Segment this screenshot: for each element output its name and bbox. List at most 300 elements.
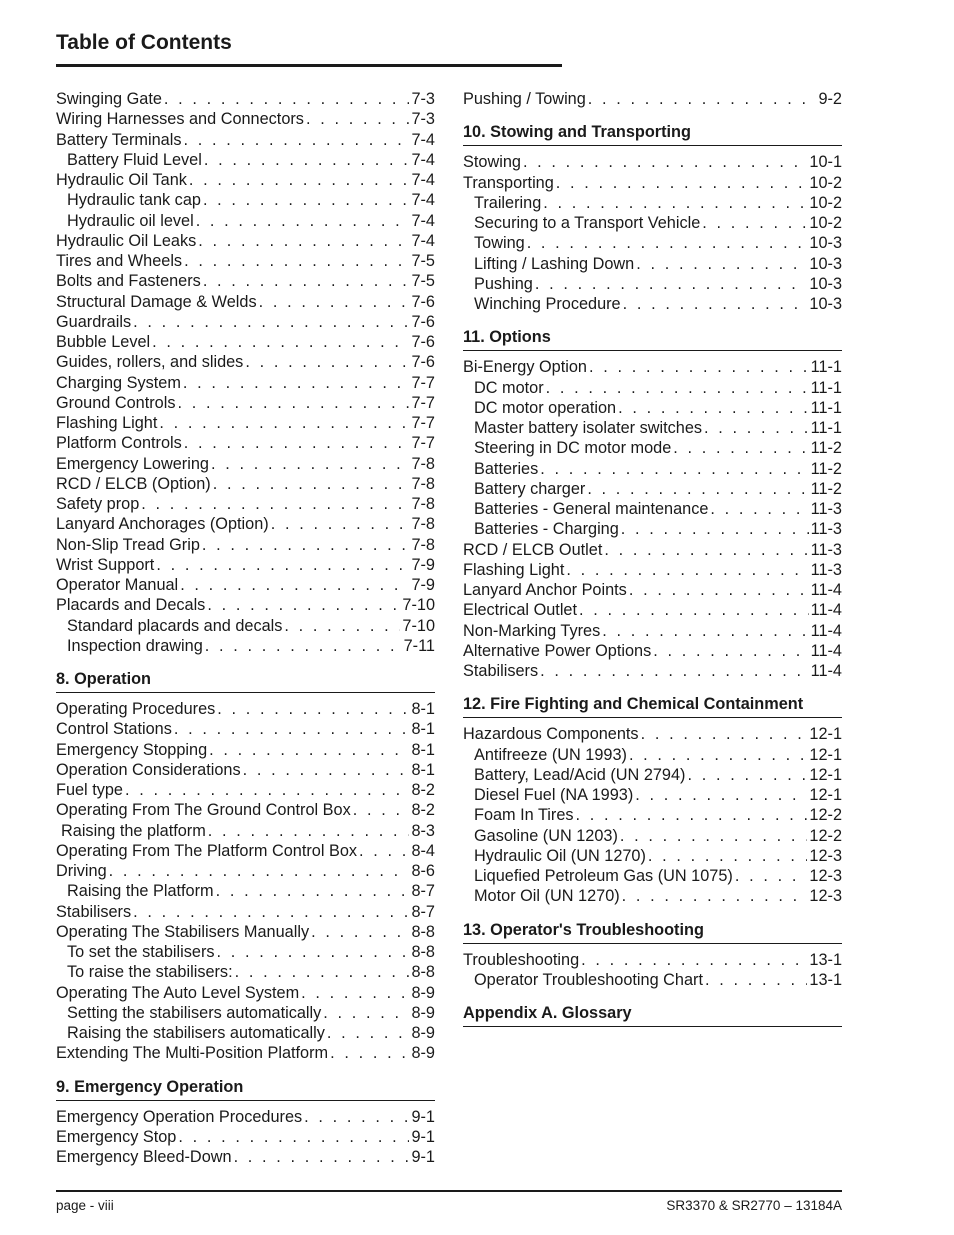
section-heading-8[interactable]: 8. Operation <box>56 669 435 693</box>
toc-leader-dots <box>581 950 807 970</box>
toc-entry-title: Securing to a Transport Vehicle <box>474 214 701 232</box>
toc-entry-title: Standard placards and decals <box>67 616 283 635</box>
toc-leader-dots <box>735 866 808 886</box>
toc-leader-dots <box>301 983 409 1003</box>
toc-leader-dots <box>704 418 809 438</box>
toc-entry[interactable] <box>56 780 435 800</box>
toc-entry[interactable] <box>463 950 842 970</box>
toc-leader-dots <box>183 130 409 150</box>
toc-entry[interactable] <box>56 170 435 190</box>
toc-leader-dots <box>203 190 410 210</box>
toc-entry-page: 12-1 <box>809 786 842 804</box>
toc-entry-title: To raise the stabilisers: <box>67 963 233 982</box>
toc-entry-page: 10-2 <box>809 193 842 212</box>
section-heading-9[interactable]: 9. Emergency Operation <box>56 1077 435 1101</box>
toc-entry-title: Non-Marking Tyres <box>463 621 601 640</box>
toc-entry[interactable] <box>463 580 842 600</box>
toc-entry[interactable] <box>56 595 435 615</box>
toc-entry-title: Winching Procedure <box>474 295 621 313</box>
toc-entry[interactable] <box>56 109 435 129</box>
toc-group <box>56 1107 435 1168</box>
toc-group <box>463 724 842 906</box>
toc-leader-dots <box>327 1023 410 1043</box>
toc-entry-title: Charging System <box>56 373 181 392</box>
toc-entry-page: 7-3 <box>411 90 435 108</box>
toc-entry-page: 7-8 <box>411 454 435 473</box>
toc-leader-dots <box>184 251 409 271</box>
toc-entry-title: Battery Terminals <box>56 130 182 149</box>
toc-entry[interactable] <box>56 1023 435 1043</box>
toc-leader-dots <box>359 841 409 861</box>
toc-entry-title: Master battery isolater switches <box>474 419 703 437</box>
toc-entry[interactable] <box>56 1147 435 1167</box>
toc-leader-dots <box>620 826 808 846</box>
toc-entry-page: 7-3 <box>411 110 435 129</box>
toc-leader-dots <box>204 150 410 170</box>
toc-group <box>56 699 435 1064</box>
toc-entry-page: 12-2 <box>809 806 842 825</box>
toc-leader-dots <box>243 760 410 780</box>
toc-entry-page: 7-6 <box>411 333 435 351</box>
toc-leader-dots <box>189 170 410 190</box>
toc-leader-dots <box>323 1003 409 1023</box>
toc-entry[interactable] <box>56 454 435 474</box>
toc-entry-page: 8-1 <box>411 700 435 718</box>
toc-entry[interactable] <box>56 413 435 433</box>
toc-leader-dots <box>604 540 808 560</box>
toc-entry[interactable] <box>463 540 842 560</box>
toc-entry-title: Hazardous Components <box>463 725 639 744</box>
toc-entry-page: 11-2 <box>810 479 842 498</box>
toc-entry[interactable] <box>56 861 435 881</box>
toc-entry[interactable] <box>463 254 842 274</box>
toc-entry-page: 9-1 <box>411 1127 435 1146</box>
toc-entry-title: Flashing Light <box>463 560 565 579</box>
section-heading-12[interactable]: 12. Fire Fighting and Chemical Containment <box>463 694 842 718</box>
toc-leader-dots <box>602 621 808 641</box>
toc-leader-dots <box>259 292 410 312</box>
toc-entry-page: 12-3 <box>809 846 842 865</box>
toc-entry-page: 7-7 <box>411 414 435 432</box>
toc-entry[interactable] <box>463 826 842 846</box>
toc-group <box>463 89 842 109</box>
toc-entry-title: Bubble Level <box>56 333 151 351</box>
toc-leader-dots <box>213 474 410 494</box>
toc-entry-page: 7-9 <box>411 555 435 574</box>
toc-leader-dots <box>546 378 809 398</box>
footer-rule <box>56 1190 842 1192</box>
toc-entry[interactable] <box>56 636 435 656</box>
toc-entry-title: Stabilisers <box>463 662 539 680</box>
toc-entry-title: Hydraulic Oil Leaks <box>56 231 197 250</box>
toc-leader-dots <box>588 89 817 109</box>
toc-entry-title: Operating Procedures <box>56 700 216 718</box>
toc-entry[interactable] <box>463 866 842 886</box>
toc-entry-page: 8-1 <box>411 740 435 759</box>
toc-entry-page: 10-3 <box>809 295 842 313</box>
toc-leader-dots <box>304 1107 409 1127</box>
footer-doc-id: SR3370 & SR2770 – 13184A <box>666 1198 842 1213</box>
toc-entry-page: 10-3 <box>809 234 842 253</box>
toc-entry-title: Battery Fluid Level <box>67 150 202 169</box>
toc-entry[interactable] <box>463 213 842 233</box>
toc-entry-page: 7-4 <box>411 171 435 189</box>
toc-leader-dots <box>311 922 409 942</box>
toc-entry-title: Raising the platform <box>61 821 206 840</box>
toc-entry-page: 7-4 <box>411 211 435 230</box>
toc-entry-page: 7-8 <box>411 515 435 534</box>
section-heading-10[interactable]: 10. Stowing and Transporting <box>463 122 842 146</box>
toc-group <box>463 950 842 991</box>
toc-leader-dots <box>622 886 808 906</box>
toc-entry-title: Pushing <box>474 274 533 293</box>
toc-entry-page: 10-3 <box>809 274 842 293</box>
toc-leader-dots <box>353 800 410 820</box>
toc-entry[interactable] <box>463 661 842 681</box>
section-heading-11[interactable]: 11. Options <box>463 327 842 351</box>
toc-entry[interactable] <box>56 902 435 922</box>
toc-leader-dots <box>527 233 808 253</box>
toc-entry[interactable] <box>56 494 435 514</box>
toc-entry-page: 8-2 <box>411 781 435 799</box>
toc-entry[interactable] <box>56 251 435 271</box>
toc-entry-page: 11-3 <box>810 560 842 579</box>
toc-entry-title: Hydraulic Oil (UN 1270) <box>474 846 646 865</box>
toc-entry-title: Hydraulic oil level <box>67 211 194 230</box>
toc-entry[interactable] <box>56 190 435 210</box>
toc-entry-title: Tires and Wheels <box>56 252 183 270</box>
toc-entry-title: Batteries <box>474 459 539 478</box>
toc-entry[interactable] <box>56 433 435 453</box>
toc-leader-dots <box>629 580 809 600</box>
toc-leader-dots <box>523 152 807 172</box>
toc-entry-title: Control Stations <box>56 720 172 739</box>
toc-entry[interactable] <box>463 499 842 519</box>
toc-entry[interactable] <box>463 89 842 109</box>
toc-entry-title: Wrist Support <box>56 555 155 574</box>
toc-entry-page: 7-11 <box>403 636 435 655</box>
toc-leader-dots <box>623 294 808 314</box>
toc-entry-page: 12-3 <box>809 887 842 906</box>
toc-entry-page: 10-3 <box>809 254 842 273</box>
toc-entry-title: Non-Slip Tread Grip <box>56 535 200 554</box>
toc-entry-page: 7-4 <box>411 191 435 210</box>
toc-entry-page: 8-8 <box>411 943 435 961</box>
toc-entry[interactable] <box>463 560 842 580</box>
toc-entry[interactable] <box>56 821 435 841</box>
toc-entry[interactable] <box>56 393 435 413</box>
toc-entry-title: Raising the stabilisers automatically <box>67 1024 325 1042</box>
toc-entry[interactable] <box>463 785 842 805</box>
toc-entry[interactable] <box>463 641 842 661</box>
toc-entry-title: RCD / ELCB (Option) <box>56 474 211 493</box>
toc-entry[interactable] <box>56 575 435 595</box>
toc-entry-page: 8-9 <box>411 983 435 1002</box>
page-title: Table of Contents <box>56 31 232 54</box>
toc-leader-dots <box>641 724 808 744</box>
toc-entry-title: Transporting <box>463 173 554 192</box>
toc-entry-title: Emergency Operation Procedures <box>56 1107 303 1126</box>
toc-entry[interactable] <box>463 418 842 438</box>
toc-leader-dots <box>271 514 410 534</box>
toc-entry-title: Operator Troubleshooting Chart <box>474 970 703 989</box>
toc-entry[interactable] <box>56 616 435 636</box>
toc-entry-page: 7-4 <box>411 150 435 169</box>
toc-group <box>463 152 842 314</box>
toc-entry-page: 8-7 <box>411 882 435 901</box>
toc-leader-dots <box>156 555 409 575</box>
toc-entry[interactable] <box>463 398 842 418</box>
toc-entry-title: Inspection drawing <box>67 636 203 655</box>
toc-entry-page: 7-5 <box>411 272 435 291</box>
toc-entry-page: 9-1 <box>411 1107 435 1126</box>
toc-leader-dots <box>205 636 402 656</box>
toc-entry-page: 8-2 <box>411 801 435 820</box>
toc-entry[interactable] <box>56 555 435 575</box>
toc-leader-dots <box>705 970 807 990</box>
toc-entry[interactable] <box>56 89 435 109</box>
toc-entry[interactable] <box>56 211 435 231</box>
toc-entry-page: 9-1 <box>411 1148 435 1166</box>
toc-leader-dots <box>284 616 400 636</box>
toc-entry[interactable] <box>463 745 842 765</box>
toc-entry[interactable] <box>56 352 435 372</box>
toc-entry[interactable] <box>463 378 842 398</box>
toc-entry-title: Trailering <box>474 193 542 212</box>
toc-entry-title: Electrical Outlet <box>463 601 578 620</box>
toc-entry[interactable] <box>56 1127 435 1147</box>
toc-entry[interactable] <box>463 886 842 906</box>
toc-entry-title: Troubleshooting <box>463 950 580 969</box>
toc-entry-page: 7-6 <box>411 312 435 331</box>
toc-leader-dots <box>211 454 410 474</box>
toc-leader-dots <box>330 1043 409 1063</box>
toc-entry-page: 7-6 <box>411 353 435 372</box>
toc-entry[interactable] <box>463 193 842 213</box>
toc-leader-dots <box>540 459 808 479</box>
toc-leader-dots <box>234 1147 410 1167</box>
toc-leader-dots <box>621 519 809 539</box>
toc-entry-page: 12-2 <box>809 826 842 845</box>
toc-entry-page: 12-3 <box>809 867 842 885</box>
toc-entry[interactable] <box>56 740 435 760</box>
toc-leader-dots <box>702 213 807 233</box>
toc-entry-title: Lifting / Lashing Down <box>474 254 635 273</box>
toc-leader-dots <box>636 254 807 274</box>
toc-entry-title: Hydraulic Oil Tank <box>56 171 187 189</box>
toc-entry-title: Gasoline (UN 1203) <box>474 826 618 845</box>
toc-leader-dots <box>208 821 410 841</box>
toc-entry-page: 8-8 <box>411 922 435 941</box>
toc-leader-dots <box>589 357 809 377</box>
toc-entry-title: Operating The Auto Level System <box>56 983 300 1002</box>
toc-entry[interactable] <box>463 438 842 458</box>
toc-entry-page: 12-1 <box>809 725 842 744</box>
toc-entry-page: 7-4 <box>411 231 435 250</box>
toc-entry[interactable] <box>463 519 842 539</box>
toc-entry-title: Pushing / Towing <box>463 90 586 108</box>
toc-entry-title: Operating From The Platform Control Box <box>56 841 358 860</box>
toc-entry-page: 11-1 <box>810 419 842 437</box>
toc-entry[interactable] <box>463 357 842 377</box>
toc-entry[interactable] <box>463 459 842 479</box>
toc-entry-page: 11-4 <box>810 581 842 599</box>
toc-entry-title: Emergency Stopping <box>56 740 208 759</box>
toc-entry[interactable] <box>56 514 435 534</box>
toc-leader-dots <box>556 173 808 193</box>
toc-entry-page: 11-1 <box>810 358 842 377</box>
toc-entry-title: To set the stabilisers <box>67 943 215 961</box>
toc-entry-page: 8-4 <box>411 841 435 860</box>
toc-entry[interactable] <box>463 621 842 641</box>
toc-entry-title: Emergency Bleed-Down <box>56 1148 232 1166</box>
toc-leader-dots <box>576 805 808 825</box>
toc-entry-page: 11-4 <box>810 621 842 640</box>
toc-entry[interactable] <box>463 152 842 172</box>
toc-entry[interactable] <box>463 600 842 620</box>
toc-entry[interactable] <box>463 233 842 253</box>
toc-entry[interactable] <box>463 846 842 866</box>
toc-entry-page: 11-4 <box>810 601 842 620</box>
toc-entry-page: 7-10 <box>402 616 435 635</box>
toc-entry[interactable] <box>56 760 435 780</box>
toc-entry[interactable] <box>56 332 435 352</box>
toc-entry-page: 8-1 <box>411 760 435 779</box>
toc-leader-dots <box>177 393 409 413</box>
toc-entry-title: Guides, rollers, and slides <box>56 353 244 372</box>
toc-group <box>56 89 435 656</box>
toc-entry[interactable] <box>56 1043 435 1063</box>
toc-entry[interactable] <box>56 1003 435 1023</box>
toc-entry-page: 12-1 <box>809 765 842 784</box>
toc-entry[interactable] <box>463 805 842 825</box>
toc-entry[interactable] <box>56 373 435 393</box>
toc-leader-dots <box>180 575 409 595</box>
toc-entry-page: 7-8 <box>411 474 435 493</box>
toc-entry[interactable] <box>56 474 435 494</box>
toc-leader-dots <box>198 231 409 251</box>
toc-entry[interactable] <box>56 1107 435 1127</box>
toc-entry[interactable] <box>463 294 842 314</box>
toc-entry[interactable] <box>463 765 842 785</box>
toc-entry-page: 8-3 <box>411 821 435 840</box>
toc-entry-page: 10-2 <box>809 214 842 232</box>
toc-leader-dots <box>217 699 409 719</box>
toc-entry[interactable] <box>463 970 842 990</box>
toc-leader-dots <box>235 962 410 982</box>
toc-entry-title: Batteries - General maintenance <box>474 500 709 518</box>
toc-group <box>463 357 842 681</box>
toc-entry[interactable] <box>56 881 435 901</box>
toc-entry-title: Safety prop <box>56 495 140 513</box>
toc-entry-title: Platform Controls <box>56 434 182 453</box>
toc-entry-page: 7-6 <box>411 292 435 311</box>
toc-entry-title: Bi-Energy Option <box>463 358 587 377</box>
toc-leader-dots <box>648 846 807 866</box>
toc-entry[interactable] <box>56 150 435 170</box>
toc-leader-dots <box>543 193 807 213</box>
toc-entry[interactable] <box>56 719 435 739</box>
toc-entry-page: 7-10 <box>402 596 435 615</box>
toc-entry-title: Fuel type <box>56 781 123 799</box>
toc-entry[interactable] <box>56 130 435 150</box>
section-heading-appendix[interactable]: Appendix A. Glossary <box>463 1003 842 1027</box>
toc-leader-dots <box>159 413 409 433</box>
toc-entry[interactable] <box>56 231 435 251</box>
toc-entry-title: Driving <box>56 862 107 880</box>
toc-entry-title: Lanyard Anchorages (Option) <box>56 515 269 534</box>
toc-entry[interactable] <box>463 274 842 294</box>
toc-entry-title: Stowing <box>463 153 521 172</box>
toc-entry-page: 7-5 <box>411 252 435 270</box>
toc-leader-dots <box>245 352 409 372</box>
toc-leader-dots <box>216 881 410 901</box>
toc-leader-dots <box>209 740 409 760</box>
toc-leader-dots <box>125 780 409 800</box>
toc-entry[interactable] <box>56 962 435 982</box>
toc-entry[interactable] <box>56 312 435 332</box>
toc-entry-page: 7-8 <box>411 495 435 513</box>
toc-entry-title: Guardrails <box>56 312 132 331</box>
toc-entry[interactable] <box>56 841 435 861</box>
toc-leader-dots <box>579 600 809 620</box>
toc-leader-dots <box>152 332 409 352</box>
toc-leader-dots <box>202 535 410 555</box>
toc-entry-page: 8-9 <box>411 1024 435 1042</box>
toc-entry-page: 13-1 <box>809 950 842 969</box>
toc-entry[interactable] <box>463 173 842 193</box>
toc-leader-dots <box>587 479 808 499</box>
toc-entry-title: Ground Controls <box>56 393 176 412</box>
toc-entry-title: Lanyard Anchor Points <box>463 581 627 599</box>
toc-entry-title: Operating The Stabilisers Manually <box>56 922 310 941</box>
toc-entry[interactable] <box>56 271 435 291</box>
toc-entry-title: Motor Oil (UN 1270) <box>474 887 620 906</box>
toc-entry[interactable] <box>56 535 435 555</box>
toc-entry[interactable] <box>56 983 435 1003</box>
toc-entry-title: Swinging Gate <box>56 90 162 108</box>
toc-leader-dots <box>629 745 807 765</box>
toc-entry-page: 7-7 <box>411 434 435 453</box>
toc-entry-page: 7-8 <box>411 535 435 554</box>
toc-entry-title: Bolts and Fasteners <box>56 272 201 291</box>
toc-entry-title: Extending The Multi-Position Platform <box>56 1044 329 1063</box>
toc-entry-page: 11-2 <box>810 459 842 478</box>
toc-entry[interactable] <box>56 922 435 942</box>
toc-entry-page: 7-9 <box>411 576 435 594</box>
toc-entry-title: Batteries - Charging <box>474 520 619 539</box>
toc-entry-page: 9-2 <box>818 90 842 108</box>
toc-entry-title: Battery, Lead/Acid (UN 2794) <box>474 765 686 784</box>
toc-leader-dots <box>141 494 409 514</box>
toc-entry-page: 11-3 <box>810 540 842 559</box>
section-heading-13[interactable]: 13. Operator's Troubleshooting <box>463 920 842 944</box>
toc-entry[interactable] <box>56 942 435 962</box>
toc-entry[interactable] <box>463 724 842 744</box>
toc-entry[interactable] <box>56 800 435 820</box>
toc-entry-page: 11-4 <box>810 641 842 660</box>
toc-entry-page: 10-2 <box>809 173 842 192</box>
toc-entry-title: Steering in DC motor mode <box>474 439 672 458</box>
toc-entry-title: Antifreeze (UN 1993) <box>474 745 627 764</box>
toc-entry[interactable] <box>56 292 435 312</box>
toc-left-column <box>56 89 435 1167</box>
toc-entry[interactable] <box>56 699 435 719</box>
toc-entry-title: Structural Damage & Welds <box>56 292 257 311</box>
toc-leader-dots <box>133 902 409 922</box>
toc-entry[interactable] <box>463 479 842 499</box>
toc-entry-title: DC motor operation <box>474 398 617 417</box>
